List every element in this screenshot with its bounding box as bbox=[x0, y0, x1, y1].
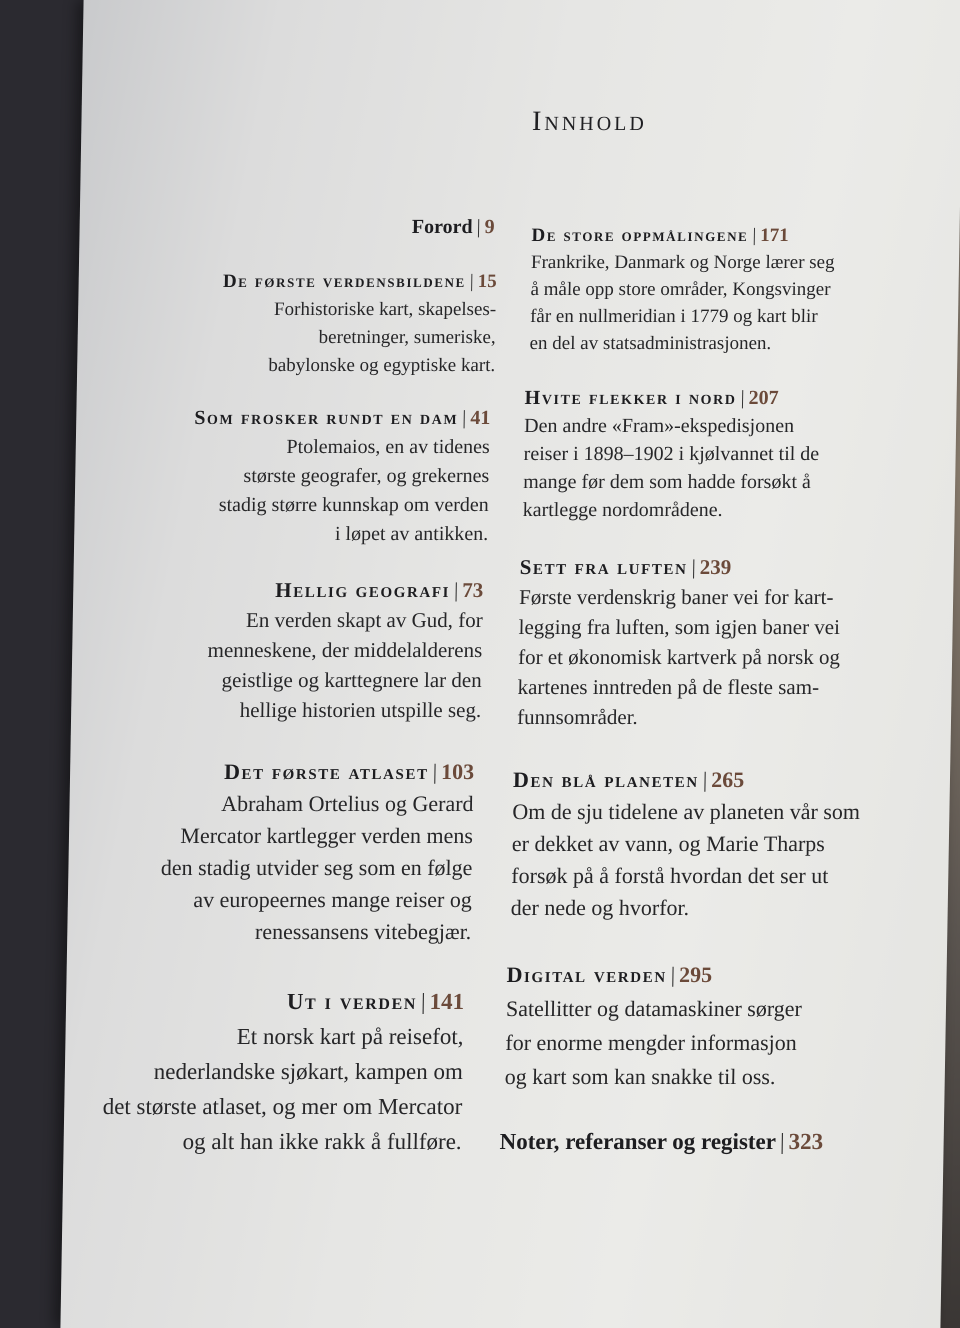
separator: | bbox=[453, 578, 459, 602]
book-page bbox=[60, 0, 960, 1328]
toc-entry-description: Første verdenskrig baner vei for kart- legging fra luften, som igjen baner vei for et økonomisk kartverk på norsk og kartenes inntreden på de fleste sam- funnsområder. bbox=[516, 585, 841, 729]
toc-entry-heading bbox=[524, 384, 820, 412]
toc-entry-title: Ut i verden bbox=[286, 989, 418, 1014]
toc-entry-first-world-images bbox=[221, 268, 497, 380]
toc-entry-forord bbox=[412, 214, 495, 240]
toc-entry-heading bbox=[412, 214, 495, 240]
toc-entry-title: Noter, referanser og register bbox=[499, 1129, 777, 1154]
toc-page-number: 141 bbox=[429, 989, 465, 1014]
toc-page-number: 41 bbox=[470, 407, 491, 429]
separator: | bbox=[420, 989, 426, 1014]
separator: | bbox=[462, 407, 467, 429]
toc-entry-title: Som frosker rundt en dam bbox=[194, 407, 459, 429]
toc-entry-description: Satellitter og datamaskiner sørger for enorme mengder informasjon og kart som kan snakke til oss. bbox=[504, 996, 803, 1089]
toc-page-number: 323 bbox=[788, 1129, 824, 1154]
toc-entry-digital-world bbox=[504, 958, 802, 1094]
toc-entry-heading bbox=[506, 958, 802, 992]
separator: | bbox=[432, 759, 438, 784]
toc-entry-heading bbox=[519, 552, 841, 582]
toc-entry-great-surveys bbox=[529, 222, 835, 357]
toc-entry-heading bbox=[194, 404, 490, 433]
separator: | bbox=[691, 555, 696, 579]
toc-entry-blue-planet bbox=[510, 764, 860, 924]
toc-entry-heading bbox=[531, 222, 835, 249]
separator: | bbox=[752, 225, 757, 246]
toc-entry-description: Et norsk kart på reisefot, nederlandske sjøkart, kampen om det største atlaset, og mer om Mercator og alt han ikke rakk å fullføre. bbox=[102, 1024, 464, 1154]
toc-entry-out-in-world bbox=[102, 984, 465, 1159]
toc-entry-heading bbox=[208, 575, 483, 605]
separator: | bbox=[670, 962, 676, 987]
toc-entry-title: Hellig geografi bbox=[275, 578, 451, 602]
toc-entry-heading bbox=[162, 756, 474, 788]
toc-entry-heading bbox=[499, 1126, 823, 1158]
toc-entry-first-atlas bbox=[159, 756, 474, 948]
toc-page-number: 9 bbox=[484, 216, 495, 238]
toc-page-number: 239 bbox=[699, 555, 732, 579]
toc-entry-white-spots-north bbox=[522, 384, 820, 524]
toc-entry-heading bbox=[223, 268, 497, 296]
toc-entry-description: Ptolemaios, en av tidenes største geografer, og grekernes stadig større kunnskap om verden i løpet av antikken. bbox=[218, 436, 490, 545]
toc-entry-heading bbox=[104, 984, 464, 1019]
toc-entry-title: Den blå planeten bbox=[512, 767, 700, 792]
toc-entry-title: De første verdensbildene bbox=[222, 271, 467, 292]
toc-page-number: 171 bbox=[760, 225, 789, 246]
separator: | bbox=[702, 767, 708, 792]
toc-entry-description: Den andre «Fram»-ekspedisjonen reiser i 1898–1902 i kjølvannet til de mange før dem som hadde forsøkt å kartlegge nordområdene. bbox=[522, 415, 820, 521]
separator: | bbox=[779, 1129, 785, 1154]
toc-entry-description: Forhistoriske kart, skapelses- beretninger, sumeriske, babylonske og egyptiske kart. bbox=[268, 299, 497, 376]
toc-page-number: 103 bbox=[440, 759, 475, 784]
toc-entry-notes-references bbox=[499, 1126, 823, 1158]
toc-entry-holy-geography bbox=[206, 575, 483, 725]
toc-entry-frogs-around-pond bbox=[192, 404, 491, 549]
toc-page-number: 73 bbox=[462, 578, 484, 602]
toc-entry-description: Om de sju tidelene av planeten vår som er dekket av vann, og Marie Tharps forsøk på å forstå hvordan det ser ut der nede og hvorfor. bbox=[510, 799, 861, 920]
toc-entry-title: Hvite flekker i nord bbox=[524, 387, 737, 409]
toc-entry-seen-from-air bbox=[517, 552, 842, 732]
toc-page-number: 207 bbox=[748, 387, 779, 409]
toc-entry-heading bbox=[513, 764, 861, 796]
separator: | bbox=[469, 271, 474, 292]
toc-entry-description: En verden skapt av Gud, for menneskene, der middelalderens geistlige og karttegnere lar den hellige historien utspille seg. bbox=[207, 608, 483, 722]
page-title: Innhold bbox=[531, 106, 648, 137]
toc-entry-title: Digital verden bbox=[506, 962, 668, 987]
toc-entry-title: Sett fra luften bbox=[519, 555, 688, 579]
toc-page-number: 15 bbox=[477, 271, 497, 292]
toc-entry-title: Det første atlaset bbox=[223, 759, 429, 784]
toc-page-number: 265 bbox=[711, 767, 745, 792]
toc-entry-title: De store oppmålingene bbox=[531, 225, 749, 246]
toc-entry-description: Abraham Ortelius og Gerard Mercator kartlegger verden mens den stadig utvider seg som en følge av europeernes mange reiser og renessansens vitebegjær. bbox=[160, 791, 474, 944]
toc-entry-title: Forord bbox=[411, 216, 473, 238]
toc-entry-description: Frankrike, Danmark og Norge lærer seg å måle opp store områder, Kongsvinger får en nullmeridian i 1779 og kart blir en del av statsadministrasjonen. bbox=[529, 252, 835, 354]
separator: | bbox=[476, 216, 481, 238]
separator: | bbox=[740, 387, 745, 409]
toc-page-number: 295 bbox=[678, 962, 713, 987]
